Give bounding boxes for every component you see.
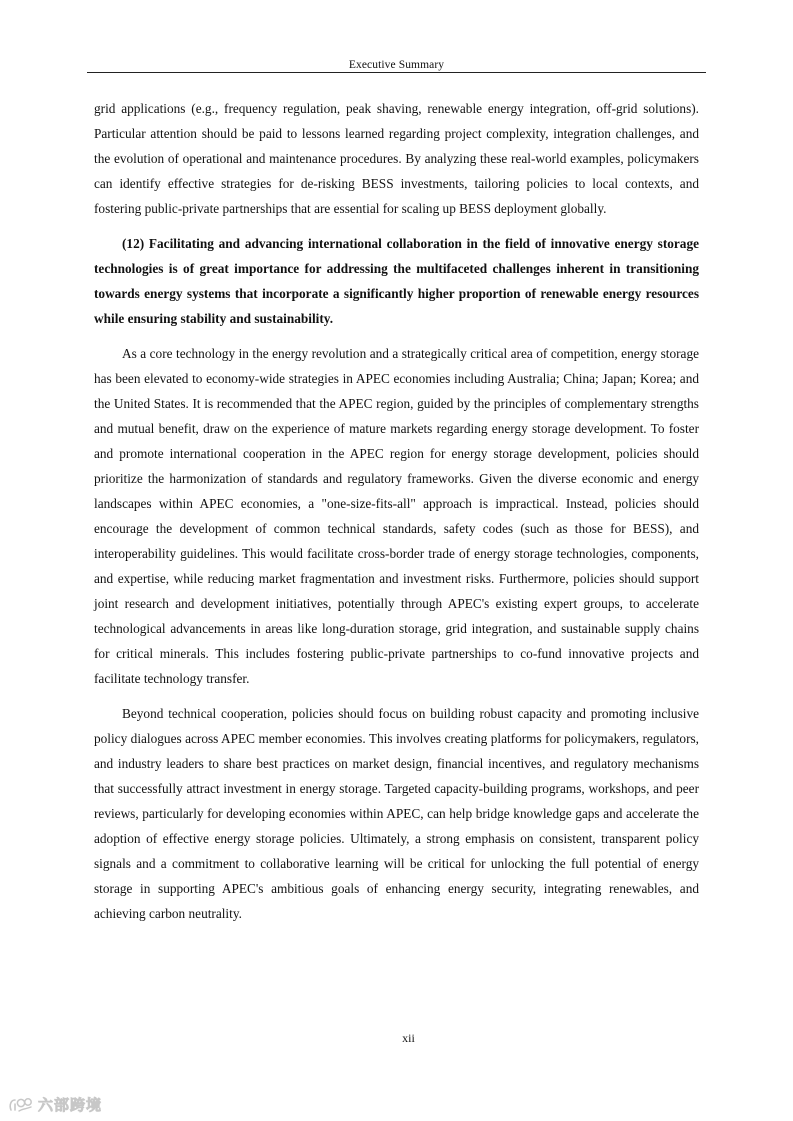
paragraph-continuation: grid applications (e.g., frequency regulation, peak shaving, renewable energy integration, off-grid solutions). Particular attention should be paid to lessons learned regarding project complexity, integration challenges, and the evolution of operational and maintenance procedures. By analyzing these real-world examples, policymakers can identify effective strategies for de-risking BESS investments, tailoring policies to local contexts, and fostering public-private partnerships that are essential for scaling up BESS deployment globally.	[94, 101, 699, 216]
paragraph-capacity-building: Beyond technical cooperation, policies should focus on building robust capacity and promoting inclusive policy dialogues across APEC member economies. This involves creating platforms for policymakers, regulators, and industry leaders to share best practices on market design, financial incentives, and regulatory mechanisms that successfully attract investment in energy storage. Targeted capacity-building programs, workshops, and peer reviews, particularly for developing economies within APEC, can help bridge knowledge gaps and accelerate the adoption of effective energy storage policies. Ultimately, a strong emphasis on consistent, transparent policy signals and a commitment to collaborative learning will be critical for unlocking the full potential of energy storage in supporting APEC's ambitious goals of enhancing energy security, integrating renewables, and achieving carbon neutrality.	[94, 706, 699, 921]
header-rule	[87, 72, 706, 73]
page-number: xii	[402, 1031, 415, 1045]
body-text	[94, 96, 699, 936]
watermark-text: 六部跨境	[38, 1096, 103, 1114]
watermark	[8, 1094, 102, 1115]
watermark-logo-icon	[8, 1096, 34, 1114]
recommendation-12-heading: (12) Facilitating and advancing international collaboration in the field of innovative energy storage technologies is of great importance for addressing the multifaceted challenges inherent in transitioning towards energy systems that incorporate a significantly higher proportion of renewable energy resources while ensuring stability and sustainability.	[94, 236, 699, 326]
paragraph-international-cooperation: As a core technology in the energy revolution and a strategically critical area of competition, energy storage has been elevated to economy-wide strategies in APEC economies including Australia; China; Japan; Korea; and the United States. It is recommended that the APEC region, guided by the principles of complementary strengths and mutual benefit, draw on the experience of mature markets regarding energy storage development. To foster and promote international cooperation in the APEC region for energy storage development, policies should prioritize the harmonization of standards and regulatory frameworks. Given the diverse economic and energy landscapes within APEC economies, a "one-size-fits-all" approach is impractical. Instead, policies should encourage the development of common technical standards, safety codes (such as those for BESS), and interoperability guidelines. This would facilitate cross-border trade of energy storage technologies, components, and expertise, while reducing market fragmentation and investment risks. Furthermore, policies should support joint research and development initiatives, potentially through APEC's existing expert groups, to accelerate technological advancements in areas like long-duration storage, grid integration, and sustainable supply chains for critical minerals. This includes fostering public-private partnerships to co-fund innovative projects and facilitate technology transfer.	[94, 346, 699, 686]
running-header: Executive Summary	[348, 59, 445, 71]
